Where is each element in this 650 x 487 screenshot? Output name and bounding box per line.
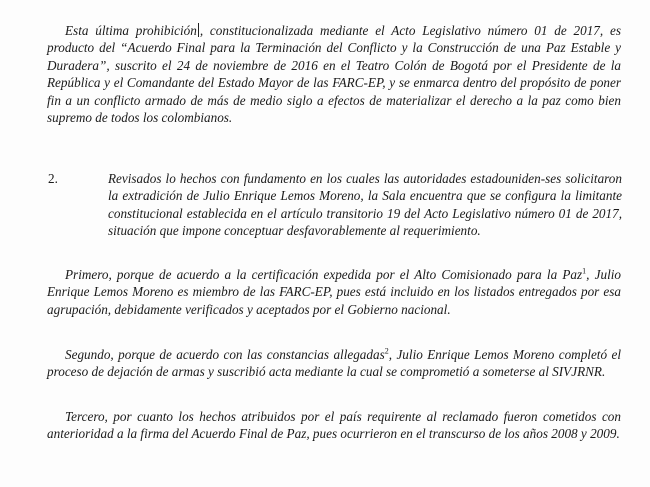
paragraph-primero-rest: , Julio Enrique Lemos Moreno es miembro de las FARC-EP, pues está incluido en los listados entregados por esa agrupación, debidamente verificados y aceptados por el Gobierno nacional. — [47, 267, 621, 317]
text-cursor — [198, 23, 199, 37]
paragraph-revisados: Revisados lo hechos con fundamento en los cuales las autoridades estadouniden-ses solicitaron la extradición de Julio Enrique Lemos Moreno, la Sala encuentra que se configura la limitante constitucional establecida en el artículo transitorio 19 del Acto Legislativo número 01 de 2017, situación que impone conceptuar desfavorablemente al requerimiento. — [108, 171, 622, 239]
paragraph-prohibicion-rest: , constitucionalizada mediante el Acto Legislativo número 01 de 2017, es producto del “Acuerdo Final para la Terminación del Conflicto y la Construcción de una Paz Estable y Duradera”, suscrito el 24 de noviembre de 2016 en el Teatro Colón de Bogotá por el Presidente de la República y el Comandante del Estado Mayor de las FARC-EP, y se enmarca dentro del propósito de poner fin a un conflicto armado de más de medio siglo a efectos de materializar el derecho a la paz como bien supremo de todos los colombianos. — [47, 23, 621, 126]
paragraph-number: 2. — [48, 171, 58, 186]
paragraph-primero-start: Primero, porque de acuerdo a la certificación expedida por el Alto Comisionado para la Paz — [65, 267, 583, 282]
numbered-paragraph-2 — [48, 170, 622, 240]
paragraph-primero — [47, 266, 621, 318]
paragraph-segundo — [47, 346, 621, 381]
paragraph-tercero: Tercero, por cuanto los hechos atribuidos por el país requirente al reclamado fueron cometidos con anterioridad a la firma del Acuerdo Final de Paz, pues ocurrieron en el transcurso de los años 2008 y 2009. — [47, 409, 621, 442]
footnote-ref-1[interactable]: 1 — [582, 266, 587, 276]
paragraph-segundo-rest: , Julio Enrique Lemos Moreno completó el proceso de dejación de armas y suscribió acta mediante la cual se comprometió a someterse al SIVJRNR. — [47, 347, 622, 380]
paragraph-prohibicion-start: Esta última prohibición — [65, 23, 197, 38]
paragraph-prohibicion — [47, 22, 621, 126]
paragraph-segundo-start: Segundo, porque de acuerdo con las constancias allegadas — [65, 347, 385, 362]
footnote-ref-2[interactable]: 2 — [384, 346, 389, 356]
